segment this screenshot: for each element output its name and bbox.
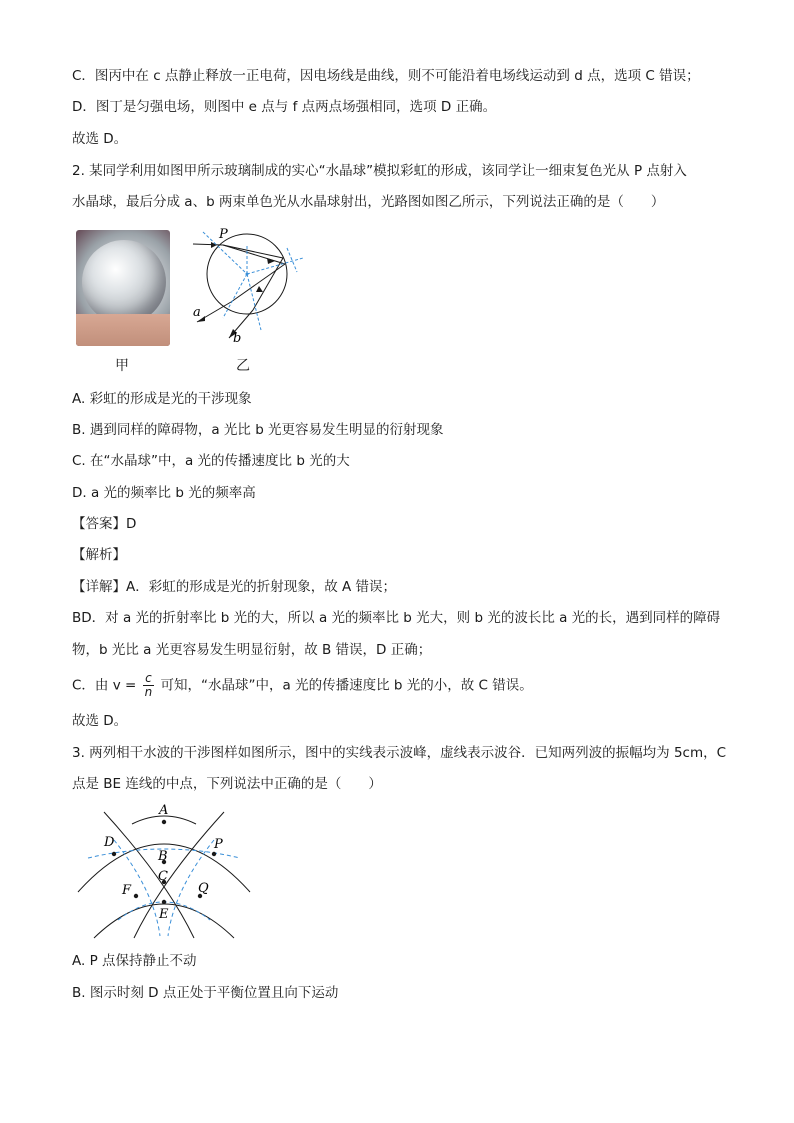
option-c: C. 在“水晶球”中，a 光的传播速度比 b 光的大 bbox=[72, 453, 350, 469]
detail-a: 【详解】A．彩虹的形成是光的折射现象，故 A 错误； bbox=[72, 579, 397, 595]
conclusion-prev: 故选 D。 bbox=[72, 131, 128, 147]
figure-caption-yi: 乙 bbox=[236, 358, 250, 374]
option-a: A. 彩虹的形成是光的干涉现象 bbox=[72, 391, 252, 407]
label-F: F bbox=[122, 883, 132, 898]
label-D: D bbox=[104, 835, 115, 850]
normal-line bbox=[223, 274, 247, 318]
light-path-diagram bbox=[183, 222, 313, 348]
label-A: A bbox=[159, 803, 169, 818]
option-b: B. 遇到同样的障碍物，a 光比 b 光更容易发生明显的衍射现象 bbox=[72, 422, 444, 438]
analysis-label: 【解析】 bbox=[72, 547, 126, 563]
label-P: P bbox=[219, 227, 228, 242]
reflected-ray-b bbox=[253, 258, 283, 310]
point-D bbox=[112, 852, 116, 856]
label-E: E bbox=[159, 907, 169, 922]
figure-caption-jia: 甲 bbox=[115, 358, 129, 374]
fraction-denominator: n bbox=[144, 685, 153, 699]
crystal-ball-photo bbox=[76, 230, 170, 346]
point-F bbox=[134, 894, 138, 898]
question-2-line-1: 2. 某同学利用如图甲所示玻璃制成的实心“水晶球”模拟彩虹的形成，该同学让一细束复色光从 P 点射入 bbox=[72, 163, 687, 179]
question-3-line-2: 点是 BE 连线的中点，下列说法中正确的是（ ） bbox=[72, 776, 382, 792]
incident-ray bbox=[193, 244, 223, 245]
trough-arc bbox=[114, 840, 160, 936]
label-C: C bbox=[158, 869, 168, 884]
speed-fraction bbox=[143, 672, 155, 699]
label-a: a bbox=[193, 305, 201, 320]
answer-label: 【答案】D bbox=[72, 516, 137, 532]
refracted-ray-a bbox=[223, 245, 285, 264]
point-E bbox=[162, 900, 166, 904]
refracted-ray-b bbox=[223, 245, 283, 258]
reflected-ray-a bbox=[231, 264, 285, 302]
fraction-numerator: c bbox=[143, 672, 155, 686]
refracted-arrow bbox=[267, 258, 275, 264]
detail-c-suffix: 可知，“水晶球”中，a 光的传播速度比 b 光的小，故 C 错误。 bbox=[160, 677, 533, 694]
q3-option-b: B. 图示时刻 D 点正处于平衡位置且向下运动 bbox=[72, 985, 339, 1001]
option-c-prev: C．图丙中在 c 点静止释放一正电荷，因电场线是曲线，则不可能沿着电场线运动到 d 点，选项 C 错误； bbox=[72, 68, 700, 84]
detail-c bbox=[72, 672, 533, 699]
question-3-line-1: 3. 两列相干水波的干涉图样如图所示，图中的实线表示波峰，虚线表示波谷．已知两列波的振幅均为 5cm，C bbox=[72, 745, 727, 761]
label-B: B bbox=[158, 849, 168, 864]
detail-bd-line-1: BD．对 a 光的折射率比 b 光的大，所以 a 光的频率比 b 光大，则 b 光的波长比 a 光的长，遇到同样的障碍 bbox=[72, 610, 721, 626]
option-d-prev: D．图丁是匀强电场，则图中 e 点与 f 点两点场强相同，选项 D 正确。 bbox=[72, 99, 497, 115]
point-P bbox=[212, 852, 216, 856]
center-dot bbox=[246, 273, 249, 276]
crystal-ball-image bbox=[82, 240, 166, 324]
q3-option-a: A. P 点保持静止不动 bbox=[72, 953, 197, 969]
detail-c-prefix: C．由 v = bbox=[72, 677, 137, 694]
label-Q: Q bbox=[198, 881, 209, 896]
point-A bbox=[162, 820, 166, 824]
reflected-arrow bbox=[256, 286, 263, 292]
hand-image bbox=[76, 314, 170, 346]
interference-diagram bbox=[74, 800, 254, 942]
conclusion: 故选 D。 bbox=[72, 713, 128, 729]
option-d: D. a 光的频率比 b 光的频率高 bbox=[72, 485, 256, 501]
question-2-line-2: 水晶球，最后分成 a、b 两束单色光从水晶球射出，光路图如图乙所示，下列说法正确的是（ ） bbox=[72, 194, 665, 210]
detail-bd-line-2: 物，b 光比 a 光更容易发生明显衍射，故 B 错误，D 正确； bbox=[72, 642, 432, 658]
label-P: P bbox=[214, 837, 223, 852]
label-b: b bbox=[233, 331, 242, 346]
